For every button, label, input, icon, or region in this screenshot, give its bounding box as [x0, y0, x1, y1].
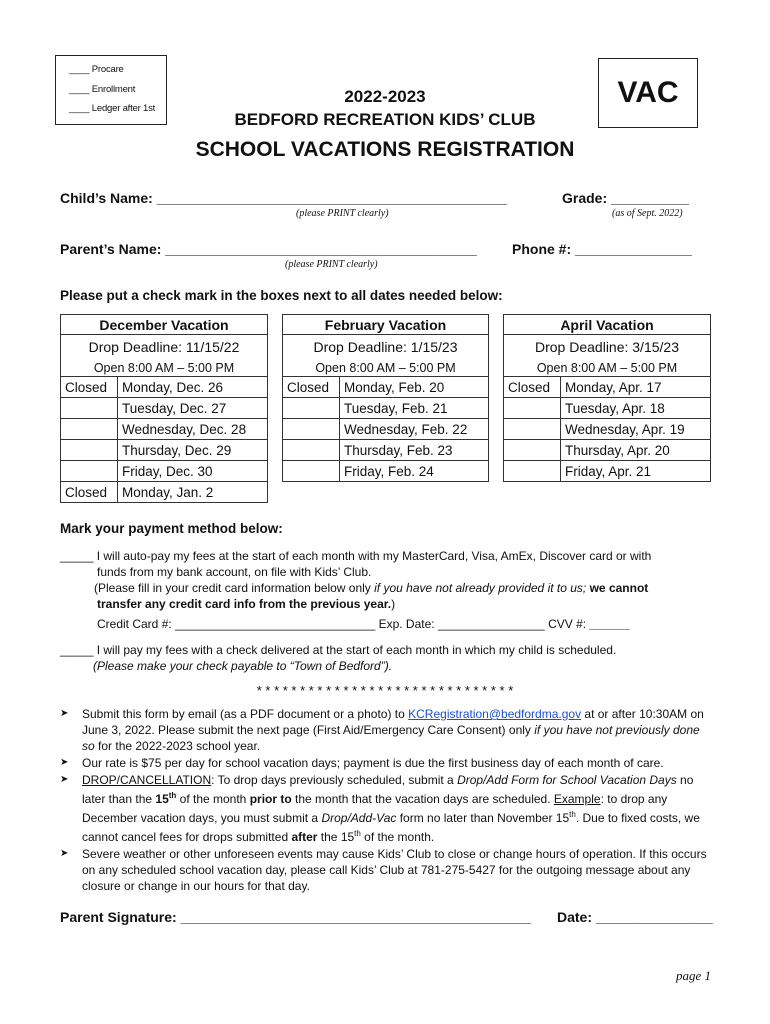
table-row [61, 482, 268, 503]
bullet-text: . Due to fixed costs, we cannot cancel fees for drops submitted [82, 811, 700, 844]
day-label: Tuesday, Apr. 18 [561, 398, 711, 419]
table-row [283, 398, 489, 419]
note-close: ) [391, 597, 396, 611]
table-row [504, 377, 711, 398]
list-item [60, 772, 715, 845]
day-checkbox[interactable] [283, 419, 340, 440]
note-bold-2: transfer any credit card info from the previous year. [97, 597, 392, 611]
credit-card-field[interactable]: ______________________________ [175, 617, 376, 631]
check-note: (Please make your check payable to “Town of Bedford”). [93, 659, 393, 673]
day-checkbox[interactable] [283, 461, 340, 482]
april-hours: Open 8:00 AM – 5:00 PM [504, 359, 711, 377]
day-label: Wednesday, Dec. 28 [118, 419, 268, 440]
bullet-text: of the month. [360, 830, 435, 844]
table-row [504, 398, 711, 419]
day-checkbox[interactable] [283, 440, 340, 461]
child-name-hint: (please PRINT clearly) [296, 208, 389, 219]
credit-card-line [97, 616, 629, 632]
day-checkbox[interactable] [504, 419, 561, 440]
grade-field[interactable]: Grade: __________ [562, 190, 689, 206]
day-status[interactable]: Closed [504, 377, 561, 398]
autopay-option [60, 548, 720, 612]
february-hours: Open 8:00 AM – 5:00 PM [283, 359, 489, 377]
organization-name: BEDFORD RECREATION KIDS’ CLUB [234, 110, 536, 129]
april-vacation-table [503, 314, 711, 482]
school-year: 2022-2023 [344, 87, 426, 106]
day-status[interactable]: Closed [61, 377, 118, 398]
parent-name-field[interactable]: Parent’s Name: ________________________________________ [60, 241, 477, 257]
date-instruction: Please put a check mark in the boxes next to all dates needed below: [60, 288, 503, 303]
day-label: Monday, Feb. 20 [340, 377, 489, 398]
day-label: Friday, Feb. 24 [340, 461, 489, 482]
grade-hint: (as of Sept. 2022) [612, 208, 683, 219]
table-row [61, 377, 268, 398]
form-title: SCHOOL VACATIONS REGISTRATION [195, 138, 575, 161]
enrollment-item[interactable]: ____ Enrollment [69, 84, 136, 95]
credit-card-label: Credit Card #: [97, 617, 176, 631]
arrow-bullet-icon: ➤ [60, 774, 69, 785]
day-label: Tuesday, Dec. 27 [118, 398, 268, 419]
table-row [61, 461, 268, 482]
day-checkbox[interactable] [61, 419, 118, 440]
bullet-bold: 15 [155, 792, 169, 806]
day-checkbox[interactable] [61, 440, 118, 461]
february-title: February Vacation [283, 315, 489, 335]
arrow-bullet-icon: ➤ [60, 757, 69, 768]
bullet-text: of the month [176, 792, 250, 806]
day-label: Tuesday, Feb. 21 [340, 398, 489, 419]
bullet-text: Submit this form by email (as a PDF document or a photo) to [82, 707, 409, 721]
autopay-line-2: funds from my bank account, on file with Kids’ Club. [97, 565, 372, 579]
arrow-bullet-icon: ➤ [60, 708, 69, 719]
autopay-note [60, 580, 720, 596]
december-title: December Vacation [61, 315, 268, 335]
note-italic: if you have not already provided it to us; [374, 581, 587, 595]
day-status[interactable]: Closed [283, 377, 340, 398]
note-bold: we cannot [586, 581, 649, 595]
form-name-italic: Drop/Add Form for School Vacation Days [457, 773, 677, 787]
procare-item[interactable]: ____ Procare [69, 64, 124, 75]
cvv-label: CVV #: [544, 617, 590, 631]
arrow-bullet-icon: ➤ [60, 848, 69, 859]
bullet-bold: after [291, 830, 318, 844]
day-checkbox[interactable] [504, 461, 561, 482]
parent-signature-field[interactable]: Parent Signature: _____________________________________________ [60, 909, 531, 925]
child-name-field[interactable]: Child’s Name: _____________________________________________ [60, 190, 508, 206]
autopay-note-2 [60, 596, 720, 612]
registration-email-link[interactable]: KCRegistration@bedfordma.gov [408, 707, 582, 721]
day-label: Monday, Dec. 26 [118, 377, 268, 398]
table-row [61, 419, 268, 440]
day-label: Monday, Apr. 17 [561, 377, 711, 398]
drop-cancellation-heading: DROP/CANCELLATION [82, 773, 212, 787]
bullet-text: Our rate is $75 per day for school vacation days; payment is due the first business day of each month of care. [82, 756, 664, 770]
day-checkbox[interactable] [504, 440, 561, 461]
bullet-text: at or after 10:30AM on June 3, 2022. Please submit the next page (First Aid/Emergency Care Consent) only [82, 707, 704, 737]
example-label: Example [553, 792, 601, 806]
bullet-text: Severe weather or other unforeseen events may cause Kids’ Club to close or change hours of operation. If this occurs on any scheduled school vacation day, please call Kids’ Club at 781-275-5427 for the outgoing message about any closure or change in our hours for that day. [82, 847, 707, 893]
parent-name-hint: (please PRINT clearly) [285, 259, 378, 270]
february-vacation-table [282, 314, 489, 482]
day-label: Wednesday, Feb. 22 [340, 419, 489, 440]
table-row [504, 419, 711, 440]
table-row [504, 440, 711, 461]
december-vacation-table [60, 314, 268, 503]
day-label: Thursday, Feb. 23 [340, 440, 489, 461]
signature-date-field[interactable]: Date: _______________ [557, 909, 713, 925]
payment-heading: Mark your payment method below: [60, 521, 283, 536]
bullet-italic: if you have not previously done so [82, 723, 700, 753]
day-status[interactable]: Closed [61, 482, 118, 503]
day-label: Friday, Dec. 30 [118, 461, 268, 482]
form-name-italic: Drop/Add-Vac [321, 811, 397, 825]
table-row [283, 440, 489, 461]
asterisk-separator: * * * * * * * * * * * * * * * * * * * * * * * * * * * * * * [256, 683, 514, 698]
april-deadline: Drop Deadline: 3/15/23 [504, 335, 711, 360]
table-row [504, 461, 711, 482]
superscript: th [168, 791, 177, 800]
check-option [60, 642, 720, 674]
bullet-bold: prior to [249, 792, 292, 806]
page-number: page 1 [676, 968, 712, 983]
day-checkbox[interactable] [504, 398, 561, 419]
april-title: April Vacation [504, 315, 711, 335]
day-label: Thursday, Dec. 29 [118, 440, 268, 461]
bullet-text: the month that the vacation days are scheduled. [291, 792, 554, 806]
list-item [60, 846, 715, 894]
day-label: Wednesday, Apr. 19 [561, 419, 711, 440]
december-deadline: Drop Deadline: 11/15/22 [61, 335, 268, 360]
december-hours: Open 8:00 AM – 5:00 PM [61, 359, 268, 377]
cvv-field[interactable]: ______ [589, 617, 630, 631]
day-checkbox[interactable] [61, 398, 118, 419]
bullet-text: no later than the [82, 773, 694, 806]
table-row [283, 419, 489, 440]
superscript: th [569, 810, 576, 819]
vac-label-box: VAC [598, 58, 698, 128]
check-line[interactable]: _____ I will pay my fees with a check delivered at the start of each month in which my child is scheduled. [60, 643, 617, 657]
phone-field[interactable]: Phone #: _______________ [512, 241, 692, 257]
list-item [60, 706, 715, 754]
exp-date-label: Exp. Date: [375, 617, 438, 631]
bullet-text: for the 2022-2023 school year. [94, 739, 261, 753]
day-label: Friday, Apr. 21 [561, 461, 711, 482]
bullet-text: the 15 [317, 830, 355, 844]
bullet-text: : To drop days previously scheduled, submit a [211, 773, 458, 787]
table-row [61, 440, 268, 461]
superscript: th [354, 829, 361, 838]
bullet-text: : to drop any December vacation days, you must submit a [82, 792, 668, 825]
day-checkbox[interactable] [283, 398, 340, 419]
day-label: Monday, Jan. 2 [118, 482, 268, 503]
february-deadline: Drop Deadline: 1/15/23 [283, 335, 489, 360]
table-row [283, 377, 489, 398]
table-row [61, 398, 268, 419]
autopay-line[interactable]: _____ I will auto-pay my fees at the start of each month with my MasterCard, Visa, AmEx, Discover card or with [60, 549, 652, 563]
day-checkbox[interactable] [61, 461, 118, 482]
note-text: (Please fill in your credit card information below only [94, 581, 375, 595]
day-label: Thursday, Apr. 20 [561, 440, 711, 461]
list-item [60, 755, 715, 771]
exp-date-field[interactable]: ________________ [437, 617, 545, 631]
bullet-text: form no later than November 15 [396, 811, 570, 825]
table-row [283, 461, 489, 482]
instructions-list [60, 706, 715, 895]
ledger-item[interactable]: ____ Ledger after 1st [69, 103, 156, 114]
